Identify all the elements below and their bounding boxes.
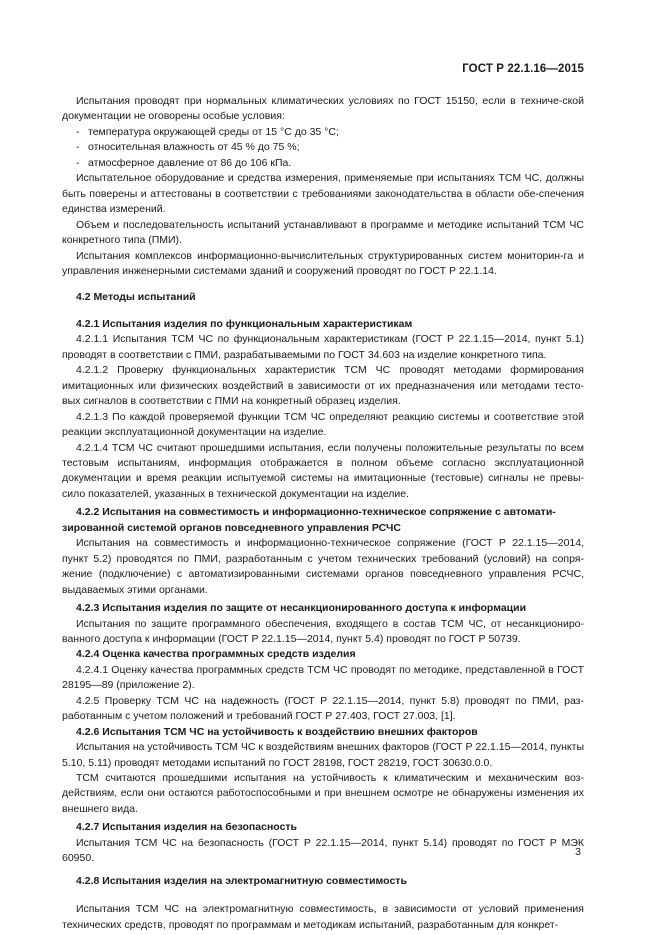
section-heading: 4.2.7 Испытания изделия на безопасность xyxy=(76,821,298,834)
section-heading: 4.2.6 Испытания ТСМ ЧС на устойчивость к воздействию внешних факторов xyxy=(76,725,478,738)
paragraph: Испытания ТСМ ЧС на электромагнитную совместимость, в зависимости от условий применения технических средств, проводят по программам и методикам испытаний, разработанным для конкрет- xyxy=(62,903,584,931)
paragraph: 4.2.5 Проверку ТСМ ЧС на надежность (ГОСТ Р 22.1.15—2014, пункт 5.8) проводят по ПМИ, раз-работанным с учетом положений и требований ГОСТ Р 27.403, ГОСТ 27.003, [1]. xyxy=(62,694,584,723)
paragraph: Испытания комплексов информационно-вычислительных структурированных систем мониторин-га и управления инженерными системами зданий и сооружений проводят по ГОСТ Р 22.1.14. xyxy=(62,249,584,277)
paragraph: Испытания на совместимость и информационно-техническое сопряжение (ГОСТ Р 22.1.15—2014, пункт 5.2) проводятся по ПМИ, разработанным с учетом технических требований (условий) на сопря-жение (подключение) с автоматизированными системами органов повседневного управления РСЧС, выдаваемых этими органами. xyxy=(62,537,584,596)
section-heading: 4.2.1 Испытания изделия по функциональным характеристикам xyxy=(76,317,413,330)
document-header: ГОСТ Р 22.1.16—2015 xyxy=(462,63,584,75)
list-item xyxy=(62,125,584,140)
document-body xyxy=(62,94,584,933)
paragraph: 4.2.4.1 Оценку качества программных средств ТСМ ЧС проводят по методике, представленной в ГОСТ 28195—89 (приложение 2). xyxy=(62,663,584,692)
page-number: 3 xyxy=(575,846,581,858)
list-item xyxy=(62,140,584,155)
list-dash: - xyxy=(76,156,80,169)
paragraph: Испытания на устойчивость ТСМ ЧС к воздействиям внешних факторов (ГОСТ Р 22.1.15—2014, пункты 5.10, 5.11) проводят методами испытаний по ГОСТ 28198, ГОСТ 28219, ГОСТ 30630.0.0. xyxy=(62,741,584,769)
section-heading: 4.2.4 Оценка качества программных средств изделия xyxy=(76,648,356,661)
paragraph: ТСМ считаются прошедшими испытания на устойчивость к климатическим и механическим воз-действиям, если они остаются работоспособными и при внешнем осмотре не обнаружены изменения их внешнего вида. xyxy=(62,772,584,815)
paragraph: Объем и последовательность испытаний устанавливают в программе и методике испытаний ТСМ ЧС конкретного типа (ПМИ). xyxy=(62,218,584,247)
paragraph: 4.2.1.1 Испытания ТСМ ЧС по функциональным характеристикам (ГОСТ Р 22.1.15—2014, пункт 5.1) проводят в соответствии с ПМИ, разрабатываемыми по ГОСТ 34.603 на изделие конкретного типа. xyxy=(62,333,584,361)
section-heading: 4.2.8 Испытания изделия на электромагнитную совместимость xyxy=(76,874,407,887)
list-item-text: температура окружающей среды от 15 °С до 35 °С; xyxy=(88,125,339,138)
list-item-text: относительная влажность от 45 % до 75 %; xyxy=(88,141,300,154)
paragraph: Испытательное оборудование и средства измерения, применяемые при испытаниях ТСМ ЧС, должны быть поверены и аттестованы в соответствии с требованиями законодательства в области обе-спечения единства измерений. xyxy=(62,172,584,216)
list-item-text: атмосферное давление от 86 до 106 кПа. xyxy=(88,156,292,169)
paragraph: Испытания ТСМ ЧС на безопасность (ГОСТ Р 22.1.15—2014, пункт 5.14) проводят по ГОСТ Р МЭК 60950. xyxy=(62,836,584,865)
paragraph: Испытания проводят при нормальных климатических условиях по ГОСТ 15150, если в техниче-ской документации не оговорены особые условия: xyxy=(62,95,584,123)
section-heading: 4.2.3 Испытания изделия по защите от несанкционированного доступа к информации xyxy=(76,602,527,615)
list-dash: - xyxy=(76,141,80,154)
list-item xyxy=(62,156,584,171)
section-heading: 4.2 Методы испытаний xyxy=(76,291,196,304)
paragraph: 4.2.1.2 Проверку функциональных характеристик ТСМ ЧС проводят методами формирования имитационных или физических воздействий в зависимости от их предназначения или методами тесто-вых сигналов в соответствии с ПМИ на конкретный образец изделия. xyxy=(62,364,584,408)
paragraph: Испытания по защите программного обеспечения, входящего в состав ТСМ ЧС, от несанкциониро-ванного доступа к информации (ГОСТ Р 22.1.15—2014, пункт 5.4) проводят по ГОСТ Р 50739. xyxy=(62,617,584,645)
paragraph: 4.2.1.4 ТСМ ЧС считают прошедшими испытания, если получены положительные результаты по всем тестовым испытаниям, информация отображается в полном объеме согласно эксплуатационной документации и время реакции испытуемой системы на имитационные (тестовые) сигналы не превы-сило показателей, указанных в технической документации на изделие. xyxy=(62,441,584,500)
list-dash: - xyxy=(76,125,80,138)
paragraph: 4.2.1.3 По каждой проверяемой функции ТСМ ЧС определяют реакцию системы и соответствие этой реакции эксплуатационной документации на изделие. xyxy=(62,410,584,439)
section-heading: 4.2.2 Испытания на совместимость и информационно-техническое сопряжение с автомати-зированной системой органов повседневного управления РСЧС xyxy=(62,506,556,534)
